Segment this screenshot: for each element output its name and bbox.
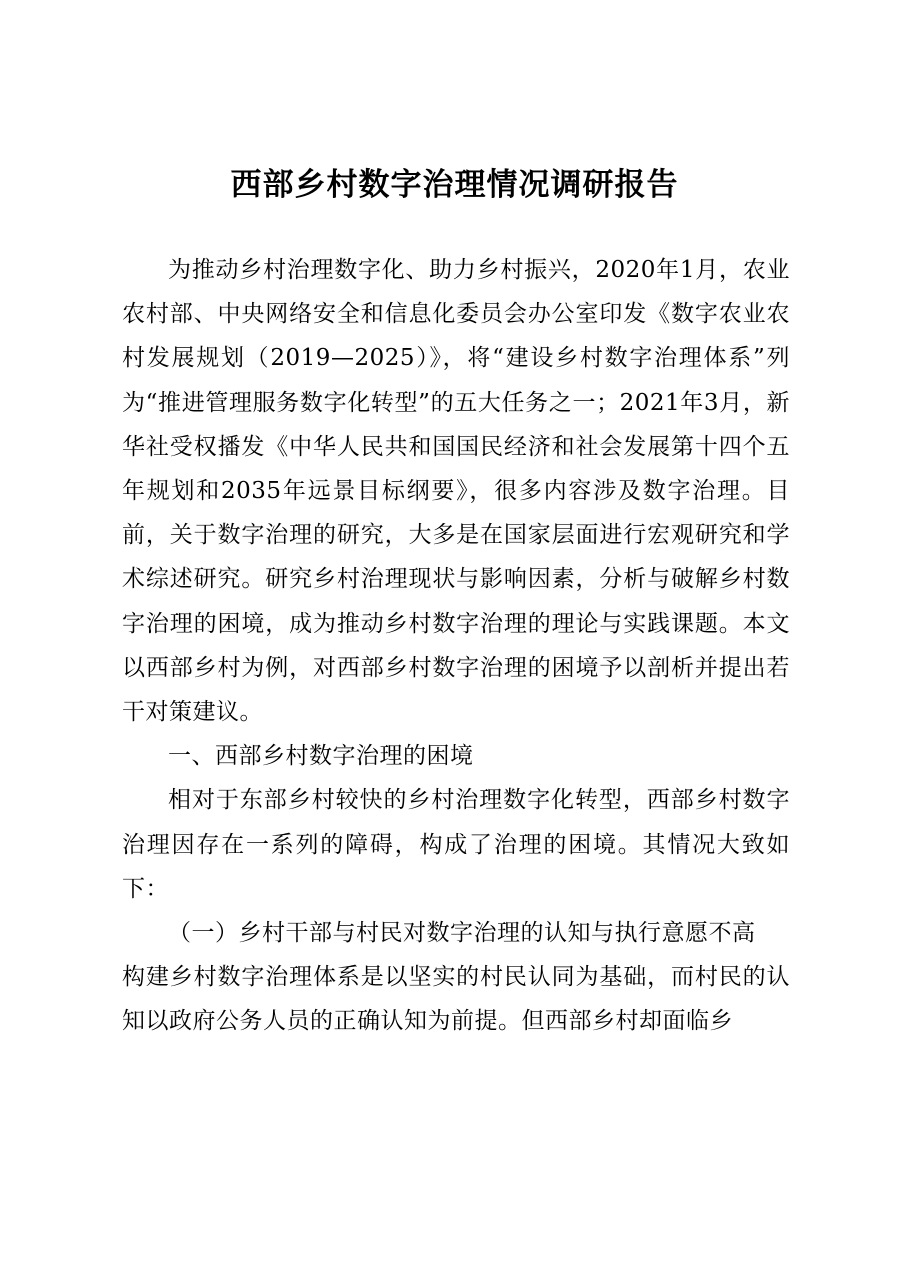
subsection-1-paragraph: 构建乡村数字治理体系是以坚实的村民认同为基础，而村民的认知以政府公务人员的正确认知为前提。但西部乡村却面临乡: [122, 964, 790, 1035]
document-title: 西部乡村数字治理情况调研报告: [230, 167, 679, 203]
section-heading-1: 一、西部乡村数字治理的困境: [168, 743, 474, 770]
document-body: [122, 248, 790, 1044]
intro-paragraph: 为推动乡村治理数字化、助力乡村振兴，2020年1月，农业农村部、中央网络安全和信息化委员会办公室印发《数字农业农村发展规划（2019—2025）》，将“建设乡村数字治理体系”列为“推进管理服务数字化转型”的五大任务之一；2021年3月，新华社受权播发《中华人民共和国国民经济和社会发展第十四个五年规划和2035年远景目标纲要》，很多内容涉及数字治理。目前，关于数字治理的研究，大多是在国家层面进行宏观研究和学术综述研究。研究乡村治理现状与影响因素，分析与破解乡村数字治理的困境，成为推动乡村数字治理的理论与实践课题。本文以西部乡村为例，对西部乡村数字治理的困境予以剖析并提出若干对策建议。: [122, 257, 790, 726]
subsection-heading-1: （一）乡村干部与村民对数字治理的认知与执行意愿不高: [168, 920, 756, 947]
section-1-paragraph: 相对于东部乡村较快的乡村治理数字化转型，西部乡村数字治理因存在一系列的障碍，构成了治理的困境。其情况大致如下：: [122, 787, 790, 902]
